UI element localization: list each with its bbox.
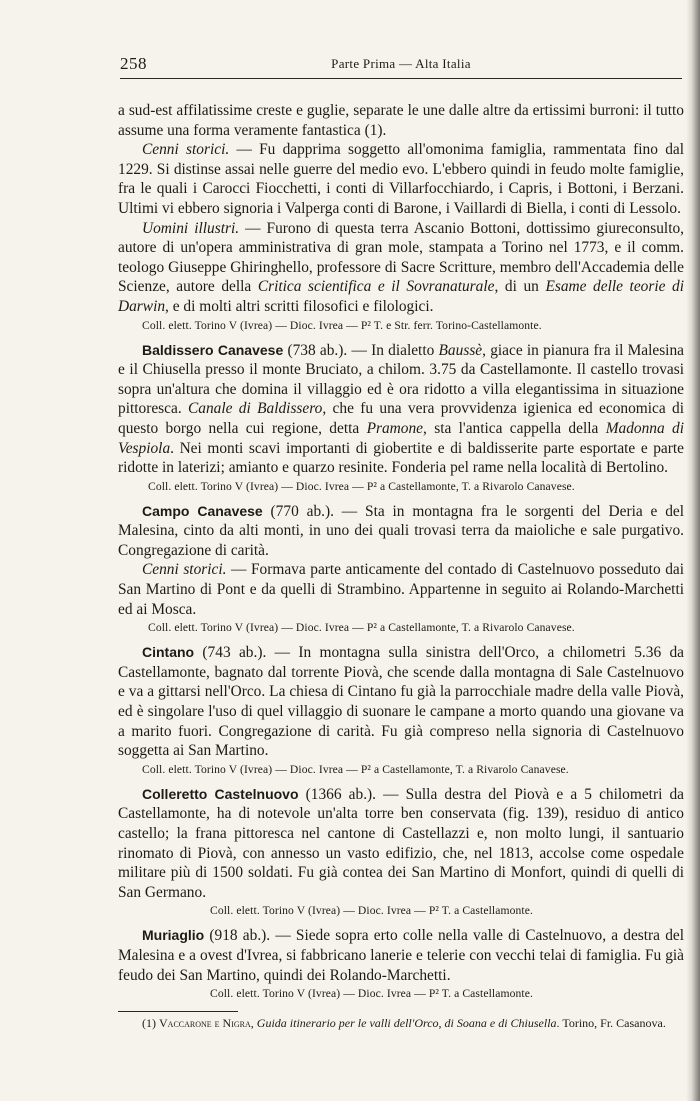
entry-text: (743 ab.). — In montagna sulla sinistra dell'Orco, a chilometri 5.36 da Castellamonte, bagnato dal torrente Piovà, che scende dalla montagna di Sale Castelnuovo e va a gittarsi nell'Orco. La chiesa di Cintano fu già la parrocchiale madre della valle Piovà, ed è singolare l'uso di quel villaggio di suonare le campane a morto quando una giovane va a marito fuori. Congregazione di carità. Fu già compreso nella signoria di Castelnuovo soggetta ai San Martino. (118, 644, 684, 760)
cenni-storici-label: Cenni storici. (142, 141, 230, 159)
footnote-rule (118, 1011, 238, 1012)
collegio-line: Coll. elett. Torino V (Ivrea) — Dioc. Ivrea — P² a Castellamonte, T. a Rivarolo Canavese. (142, 762, 569, 776)
cenni-storici-text: — Fu dapprima soggetto all'omonima famiglia, rammentata fino dal 1229. Si distinse assai nelle guerre del medio evo. L'ebbero quindi in feudo molte famiglie, fra le quali i Carocci Fiocchetti, i conti di Villarfocchiardo, i Capris, i Bottoni, i Berzani. Ultimi vi ebbero signoria i Valperga conti di Barone, i Vaillardi di Biella, i conti di Lessolo. (118, 141, 684, 217)
work-title-esame: Esame delle teorie di Darwin (118, 278, 684, 315)
uomini-text-1: — Furono di questa terra Ascanio Bottoni, dottissimo giureconsulto, autore di un'opera amministrativa di gran mole, stampata a Torino nel 1773, e il comm. teologo Giuseppe Ghiringhello, professore di Sacre Scritture, membro dell'Accademia delle Scienze, autore della (118, 219, 685, 296)
cenni-storici-paragraph (118, 140, 684, 218)
page-header (120, 52, 682, 79)
collegio-line: Coll. elett. Torino V (Ivrea) — Dioc. Ivrea — P² T. e Str. ferr. Torino-Castellamonte. (142, 318, 542, 332)
cenni-storici-text: — Formava parte anticamente del contado di Castelnuovo posseduto dai San Martino di Pont e da quelli di Strambino. Appartenne in seguito ai Rolando-Marchetti ed ai Mosca. (118, 561, 685, 618)
entry-text: (770 ab.). — Sta in montagna fra le sorgenti del Deria e del Malesina, cinto da alti monti, in uno dei quali trovasi terra da maioliche e sale purgativo. Congregazione di carità. (118, 502, 685, 559)
entry-muriaglio (118, 926, 684, 985)
page-body (118, 101, 684, 1031)
dialect-name: Baussè (438, 341, 483, 359)
entry-text: , che fu una vera provvidenza igienica ed economica di questo borgo nella cui regione, detta (118, 400, 684, 437)
entry-name: Baldissero Canavese (142, 341, 284, 358)
collegio-line: Coll. elett. Torino V (Ivrea) — Dioc. Ivrea — P² T. a Castellamonte. (210, 987, 533, 1001)
footnote-sep: , (250, 1016, 257, 1031)
intro-paragraph: a sud-est affilatissime creste e guglie, separate le une dalle altre da ertissimi burroni: il tutto assume una forma veramente fantastica (1). (118, 102, 684, 139)
region-name: Pramone (366, 419, 423, 437)
entry-text: , sta l'antica cappella della (423, 419, 606, 437)
entry-baldissero (118, 341, 684, 478)
running-title: Parte Prima — Alta Italia (331, 56, 471, 71)
entry-text: , giace in pianura fra il Malesina e il Chiusella presso il monte Bruciato, a chilom. 3.75 da Castellamonte. Il castello trovasi sopra un'altura che domina il villaggio ed è ora ridotto a villa elegantissima in situazione pittoresca. (118, 341, 684, 418)
canale-name: Canale di Baldissero (188, 400, 323, 418)
footnote-mark: (1) (142, 1016, 159, 1031)
entry-name: Cintano (142, 644, 195, 661)
collegio-line: Coll. elett. Torino V (Ivrea) — Dioc. Ivrea — P² T. a Castellamonte. (210, 904, 533, 918)
entry-text: (1366 ab.). — Sulla destra del Piovà e a 5 chilometri da Castellamonte, ha di notevole un'alta torre ben conservata (fig. 139), residuo di antico castello; la frana pittoresca nel cantone di Castellazzi e, non molto lungi, il santuario rinomato di Piovà, con annesso un vasto edifizio, che, nel 1813, accolse come ospedale militare più di 1500 soldati. Fu già contea dei San Martino di Monfort, quindi di quelli di San Germano. (118, 785, 684, 901)
entry-text: (918 ab.). — Siede sopra erto colle nella valle di Castelnuovo, a destra del Malesina e a ovest d'Ivrea, si fabbricano lanerie e telerie con vecchi telai di famiglia. Fu già feudo dei San Martino, quindi dei Rolando-Marchetti. (118, 927, 684, 984)
entry-name: Campo Canavese (142, 502, 263, 519)
chapel-name: Madonna di Vespiola (118, 419, 685, 457)
entry-cintano (118, 643, 684, 761)
page-number: 258 (120, 54, 147, 73)
entry-name: Colleretto Castelnuovo (142, 785, 299, 802)
footnote-authors: Vaccarone e Nigra (159, 1016, 251, 1031)
entry-text: . Nei monti scavi importanti di giobertite e di baldisserite parte esportate e parte ridotte in laterizi; amianto e quarzo resinite. Fonderia pel rame nella località di Bertolino. (118, 439, 684, 477)
entry-campo (118, 502, 684, 561)
work-title-critica: Critica scientifica e il Sovranaturale (257, 278, 495, 296)
collegio-line: Coll. elett. Torino V (Ivrea) — Dioc. Ivrea — P² a Castellamonte, T. a Rivarolo Canavese. (148, 621, 575, 635)
footnote-rest: . Torino, Fr. Casanova. (556, 1016, 666, 1031)
entry-text: (738 ab.). — In dialetto (283, 341, 439, 359)
uomini-text-3: , e di molti altri scritti filosofici e filologici. (165, 297, 434, 315)
cenni-storici-label: Cenni storici. (142, 561, 227, 579)
page-edge-shadow (686, 0, 700, 1101)
uomini-illustri-paragraph (118, 219, 684, 317)
footnote-title: Guida itinerario per le valli dell'Orco, di Soana e di Chiusella (256, 1016, 557, 1031)
uomini-text-2: , di un (494, 278, 546, 296)
footnote (118, 1016, 684, 1031)
campo-cenni-paragraph (118, 560, 684, 619)
entry-colleretto (118, 785, 684, 903)
collegio-line: Coll. elett. Torino V (Ivrea) — Dioc. Ivrea — P² a Castellamonte, T. a Rivarolo Canavese. (148, 479, 575, 493)
entry-name: Muriaglio (142, 927, 205, 944)
uomini-illustri-label: Uomini illustri. (142, 219, 240, 237)
